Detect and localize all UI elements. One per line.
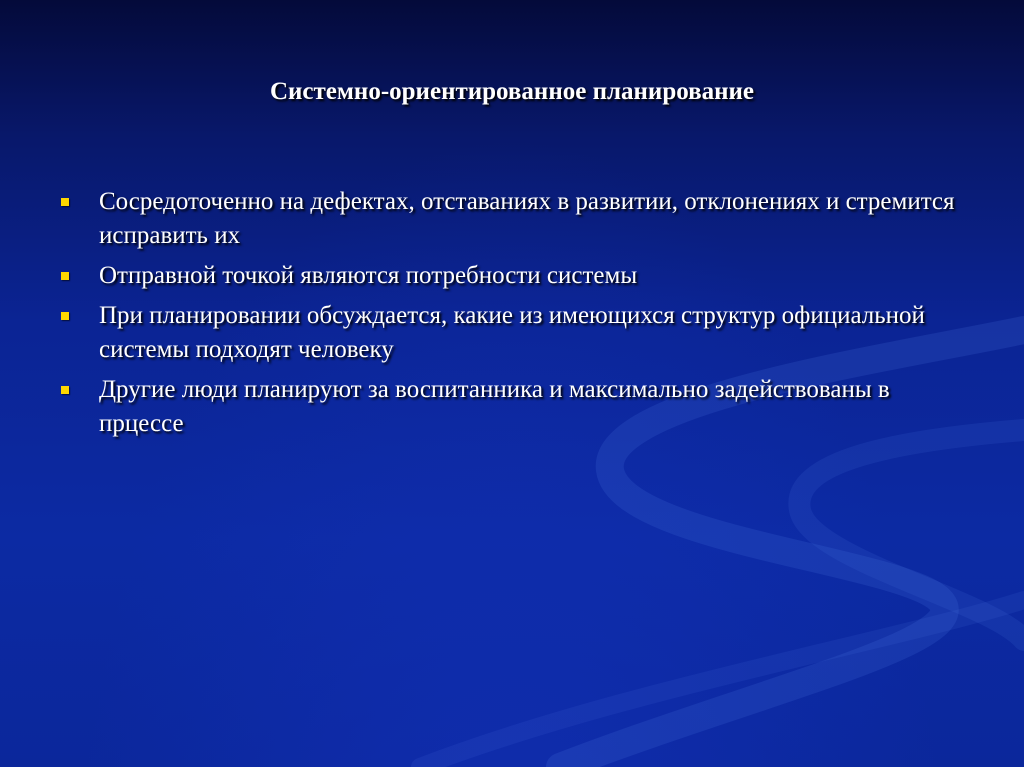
- bullet-text: Другие люди планируют за воспитанника и максимально задействованы в прцессе: [99, 376, 890, 437]
- bullet-item: [58, 299, 958, 367]
- square-bullet-icon: [61, 198, 69, 206]
- square-bullet-icon: [61, 386, 69, 394]
- bullet-text: При планировании обсуждается, какие из имеющихся структур официальной системы подходят человеку: [99, 302, 925, 363]
- bullet-item: [58, 185, 958, 253]
- bullet-item: [58, 373, 958, 441]
- square-bullet-icon: [61, 312, 69, 320]
- square-bullet-icon: [61, 272, 69, 280]
- bullet-text: Отправной точкой являются потребности системы: [99, 262, 638, 289]
- bullet-text: Сосредоточенно на дефектах, отставаниях в развитии, отклонениях и стремится исправить их: [99, 188, 955, 249]
- bullet-list: [58, 185, 958, 447]
- slide-title: Системно-ориентированное планирование: [269, 78, 755, 105]
- bullet-item: [58, 259, 958, 293]
